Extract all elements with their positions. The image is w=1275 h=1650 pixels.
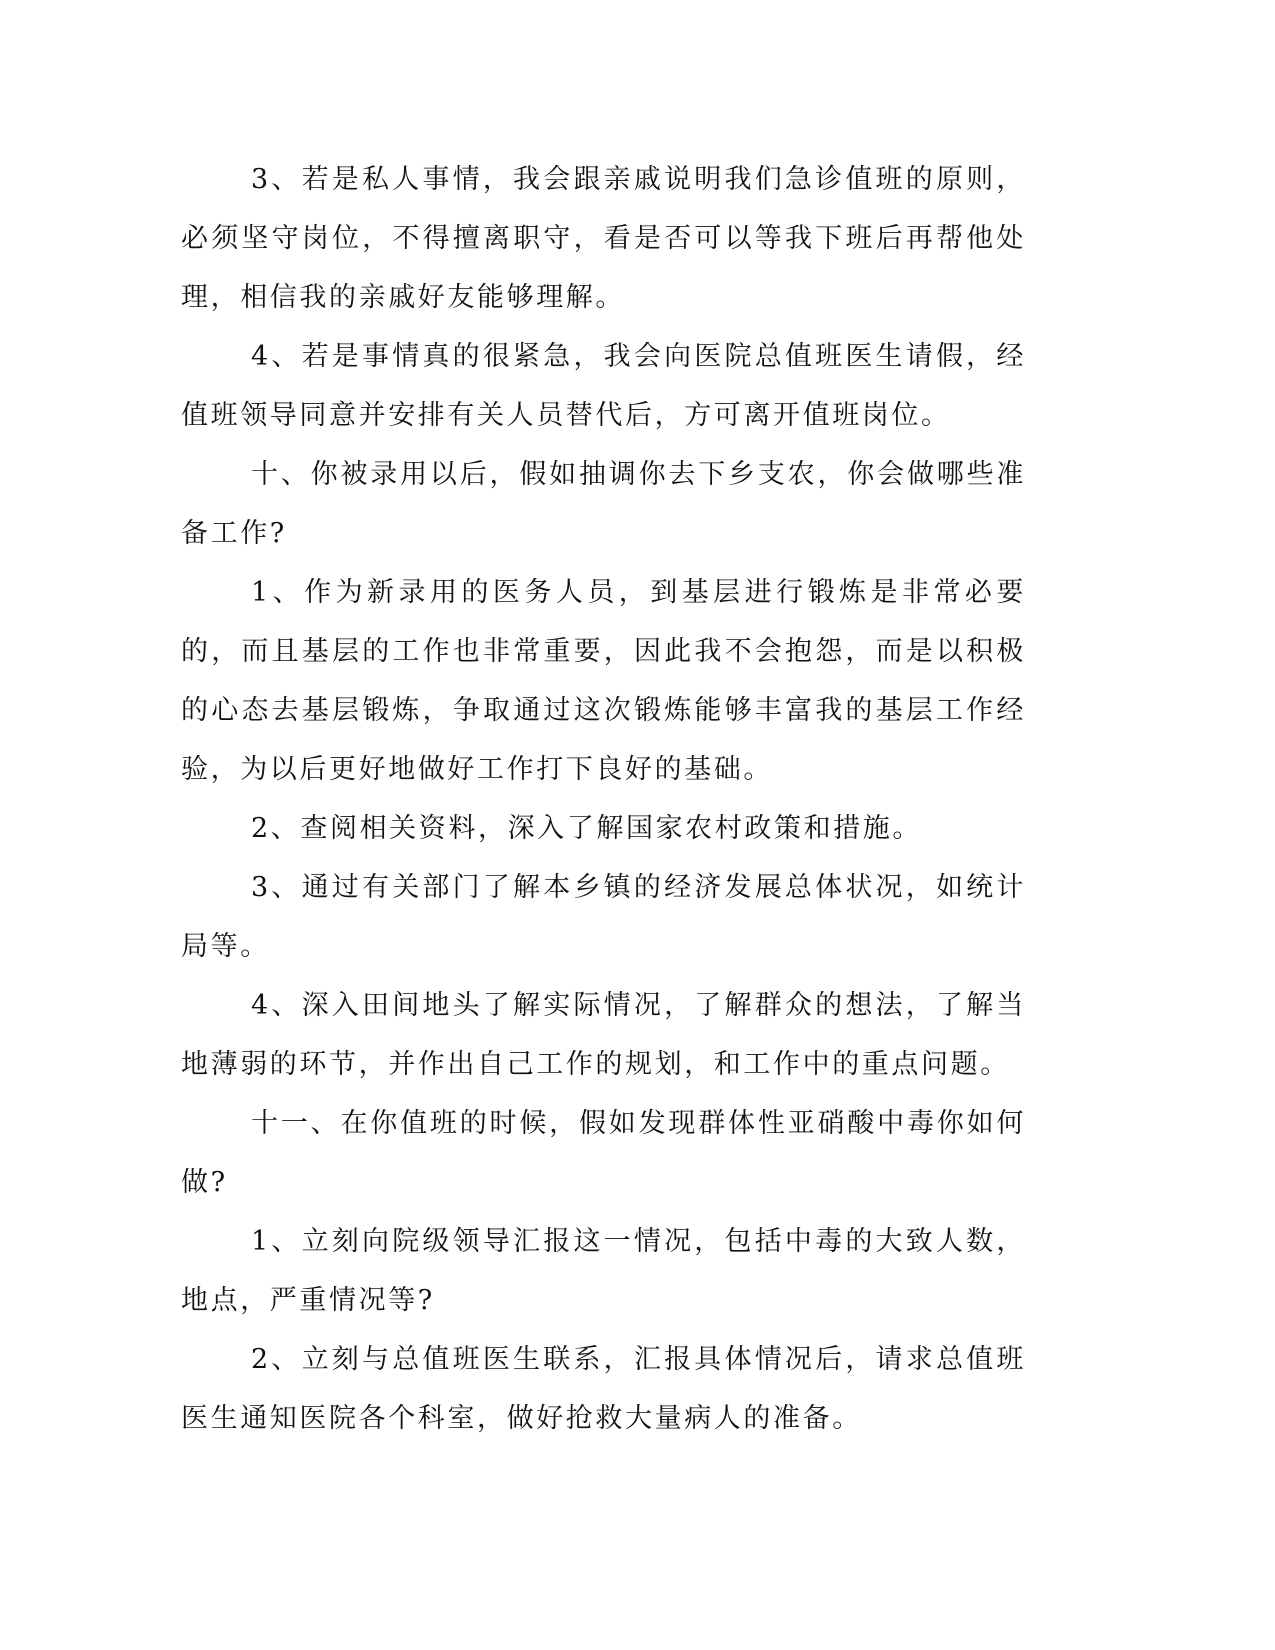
answer-eleven-item-2: 2、立刻与总值班医生联系，汇报具体情况后，请求总值班医生通知医院各个科室，做好抢救大量病人的准备。	[181, 1344, 1026, 1434]
question-ten: 十、你被录用以后，假如抽调你去下乡支农，你会做哪些准备工作?	[181, 459, 1026, 549]
answer-ten-item-3: 3、通过有关部门了解本乡镇的经济发展总体状况，如统计局等。	[181, 872, 1026, 962]
document-body	[181, 150, 1026, 1448]
paragraph-urgent-leave: 4、若是事情真的很紧急，我会向医院总值班医生请假，经值班领导同意并安排有关人员替代后，方可离开值班岗位。	[181, 341, 1026, 431]
answer-ten-item-1: 1、作为新录用的医务人员，到基层进行锻炼是非常必要的，而且基层的工作也非常重要，因此我不会抱怨，而是以积极的心态去基层锻炼，争取通过这次锻炼能够丰富我的基层工作经验，为以后更好地做好工作打下良好的基础。	[181, 577, 1026, 785]
answer-ten-item-2: 2、查阅相关资料，深入了解国家农村政策和措施。	[251, 813, 922, 844]
answer-ten-item-4: 4、深入田间地头了解实际情况，了解群众的想法，了解当地薄弱的环节，并作出自己工作的规划，和工作中的重点问题。	[181, 990, 1026, 1080]
paragraph-private-matters: 3、若是私人事情，我会跟亲戚说明我们急诊值班的原则，必须坚守岗位，不得擅离职守，看是否可以等我下班后再帮他处理，相信我的亲戚好友能够理解。	[181, 164, 1026, 313]
question-eleven: 十一、在你值班的时候，假如发现群体性亚硝酸中毒你如何做?	[181, 1108, 1026, 1198]
answer-eleven-item-1: 1、立刻向院级领导汇报这一情况，包括中毒的大致人数，地点，严重情况等?	[181, 1226, 1026, 1316]
